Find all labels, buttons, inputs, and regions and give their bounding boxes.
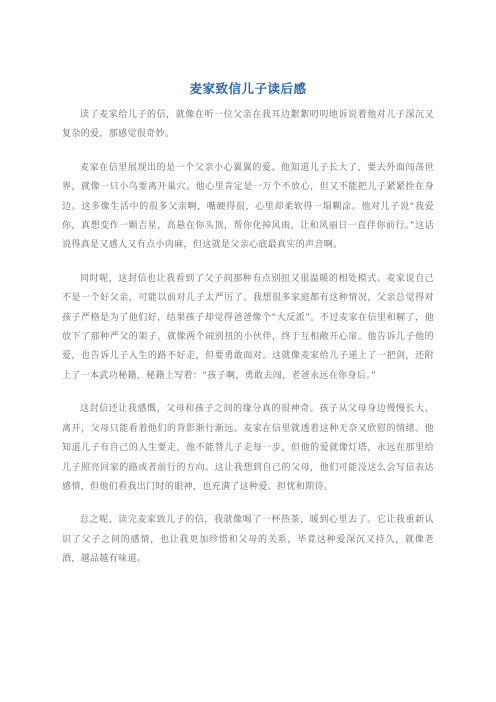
document-title: 麦家致信儿子读后感 [189,81,307,96]
paragraph: 麦家在信里展现出的是一个父亲小心翼翼的爱。他知道儿子长大了，要去外面闯荡世界，就像一只小鸟要离开巢穴。他心里肯定是一万个不放心，但又不能把儿子紧紧拴在身边。这多像生活中的很多父亲啊，嘴硬得很，心里却柔软得一塌糊涂。他对儿子说“我爱你，真想变作一颗吉星，高悬在你头顶，帮你化掉风雨，让和风丽日一直伴你前行。”这话说得真是又感人又有点小肉麻，但这就是父亲心底最真实的声音啊。 [62,162,434,251]
paragraph: 同时呢，这封信也让我看到了父子间那种有点别扭又很温暖的相处模式。麦家说自己不是一个好父亲，可能以前对儿子太严厉了。我想很多家庭都有这种情况，父亲总觉得对孩子严格是为了他们好，结果孩子却觉得爸爸像个“大反派”。不过麦家在信里和解了，他放下了那种严父的架子，就像两个闹别扭的小伙伴，终于互相敞开心扉。他告诉儿子他的爱，也告诉儿子人生的路不好走，但要勇敢面对。这就像麦家给儿子递上了一把剑，还附上了一本武功秘籍，秘籍上写着：“孩子啊，勇敢去闯，老爸永远在你身后。” [62,273,434,381]
paragraph: 这封信还让我感慨，父母和孩子之间的缘分真的很神奇。孩子从父母身边慢慢长大、离开，父母只能看着他们的背影渐行渐远。麦家在信里就透着这种无奈又欣慰的情绪。他知道儿子有自己的人生要走，他不能替儿子走每一步，但他的爱就像灯塔，永远在那里给儿子照亮回家的路或者前行的方向。这让我想到自己的父母，他们可能没这么会写信表达感情，但他们看我出门时的眼神，也充满了这种爱、担忧和期待。 [62,404,434,492]
paragraph: 读了麦家给儿子的信，就像在听一位父亲在我耳边絮絮叨叨地诉说着他对儿子深沉又复杂的爱，那感觉很奇妙。 [62,110,434,140]
document-body [62,106,434,584]
paragraph: 总之呢，读完麦家致儿子的信，我就像喝了一杯热茶，暖到心里去了。它让我重新认识了父子之间的感情，也让我更加珍惜和父母的关系，毕竟这种爱深沉又持久，就像老酒，越品越有味道。 [62,515,434,565]
